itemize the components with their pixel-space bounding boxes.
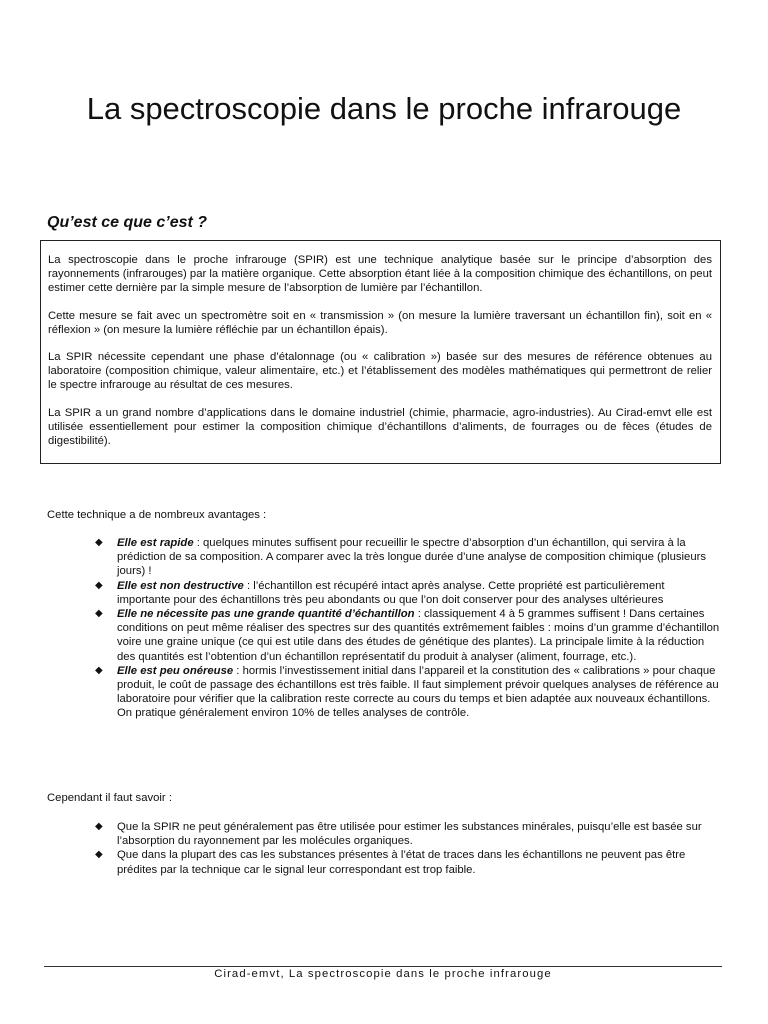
advantage-text: : hormis l’investissement initial dans l’appareil et la constitution des « calibrations » pour chaque produit, le coût de passage des échantillons est très faible. Il faut simplement prévoir quelques analyses de référence au laboratoire pour vérifier que la calibration reste correcte au cours du temps et bien adaptée aux nouveaux échantillons. On pratique généralement environ 10% de telles analyses de contrôle.	[117, 664, 719, 720]
list-item	[95, 820, 720, 848]
advantage-lead: Elle est peu onéreuse	[117, 664, 234, 677]
list-item	[95, 607, 720, 664]
box-paragraph: Cette mesure se fait avec un spectromètre soit en « transmission » (on mesure la lumière traversant un échantillon fin), soit en « réflexion » (on mesure la lumière réfléchie par un échantillon épais).	[48, 309, 712, 336]
advantage-text: : classiquement 4 à 5 grammes suffisent ! Dans certaines conditions on peut même réaliser des spectres sur des quantités extrêmement faibles : moins d’un gramme d’échantillon voire une graine unique (ce qui est utile dans des études de génétique des plantes). La principale limite à la réduction des quantités est l’obtention d’un échantillon représentatif du produit à analyser (aliment, fourrage, etc.).	[117, 608, 720, 663]
list-item	[95, 579, 720, 607]
list-item	[95, 664, 720, 721]
advantage-lead: Elle est non destructive	[117, 579, 244, 592]
diamond-bullet-icon: ◆	[95, 664, 103, 676]
caveats-intro: Cependant il faut savoir :	[47, 792, 172, 804]
box-paragraph: La SPIR nécessite cependant une phase d’étalonnage (ou « calibration ») basée sur des mesures de référence obtenues au laboratoire (composition chimique, valeur alimentaire, etc.) et l’établissement des modèles mathématiques qui permettront de relier le spectre infrarouge au résultat de ces mesures.	[48, 351, 712, 392]
advantage-text: : l’échantillon est récupéré intact après analyse. Cette propriété est particulièrement importante pour des échantillons très peu abondants ou que l’on doit conserver pour des analyses ultérieures	[117, 579, 665, 606]
diamond-bullet-icon: ◆	[95, 537, 103, 548]
caveat-text: Que la SPIR ne peut généralement pas être utilisée pour estimer les substances minérales, puisqu’elle est basée sur l’absorption du rayonnement par les molécules organiques.	[117, 821, 702, 848]
advantage-text: : quelques minutes suffisent pour recueillir le spectre d’absorption d’un échantillon, qui servira à la prédiction de sa composition. A comparer avec la très longue durée d’une analyse de composition chimique (plusieurs jours) !	[117, 537, 707, 578]
caveat-text: Que dans la plupart des cas les substances présentes à l’état de traces dans les échantillons ne peuvent pas être prédites par la technique car le signal leur correspondant est trop faible.	[117, 849, 686, 876]
section-heading: Qu’est ce que c’est ?	[47, 214, 208, 231]
diamond-bullet-icon: ◆	[95, 821, 103, 832]
box-paragraph: La spectroscopie dans le proche infrarouge (SPIR) est une technique analytique basée sur le principe d’absorption des rayonnements (infrarouges) par la matière organique. Cette absorption étant liée à la composition chimique des échantillons, on peut estimer cette dernière par la simple mesure de l’absorption de lumière par l’échantillon.	[48, 254, 712, 295]
advantage-lead: Elle ne nécessite pas une grande quantité d’échantillon	[117, 608, 415, 621]
footer-divider	[44, 966, 722, 967]
page-title: La spectroscopie dans le proche infrarouge	[86, 90, 682, 126]
box-paragraph: La SPIR a un grand nombre d’applications dans le domaine industriel (chimie, pharmacie, agro-industries). Au Cirad-emvt elle est utilisée essentiellement pour estimer la composition chimique d’échantillons d’aliments, de fourrages ou de fèces (études de digestibilité).	[48, 406, 712, 448]
caveats-list	[95, 820, 720, 877]
page-footer: Cirad-emvt, La spectroscopie dans le proche infrarouge	[214, 968, 552, 980]
diamond-bullet-icon: ◆	[95, 608, 103, 620]
diamond-bullet-icon: ◆	[95, 849, 103, 861]
diamond-bullet-icon: ◆	[95, 579, 103, 591]
advantages-list	[95, 536, 720, 721]
definition-box	[40, 240, 721, 464]
list-item	[95, 848, 720, 876]
list-item	[95, 536, 720, 579]
advantages-intro: Cette technique a de nombreux avantages :	[47, 509, 267, 521]
advantage-lead: Elle est rapide	[117, 537, 194, 549]
